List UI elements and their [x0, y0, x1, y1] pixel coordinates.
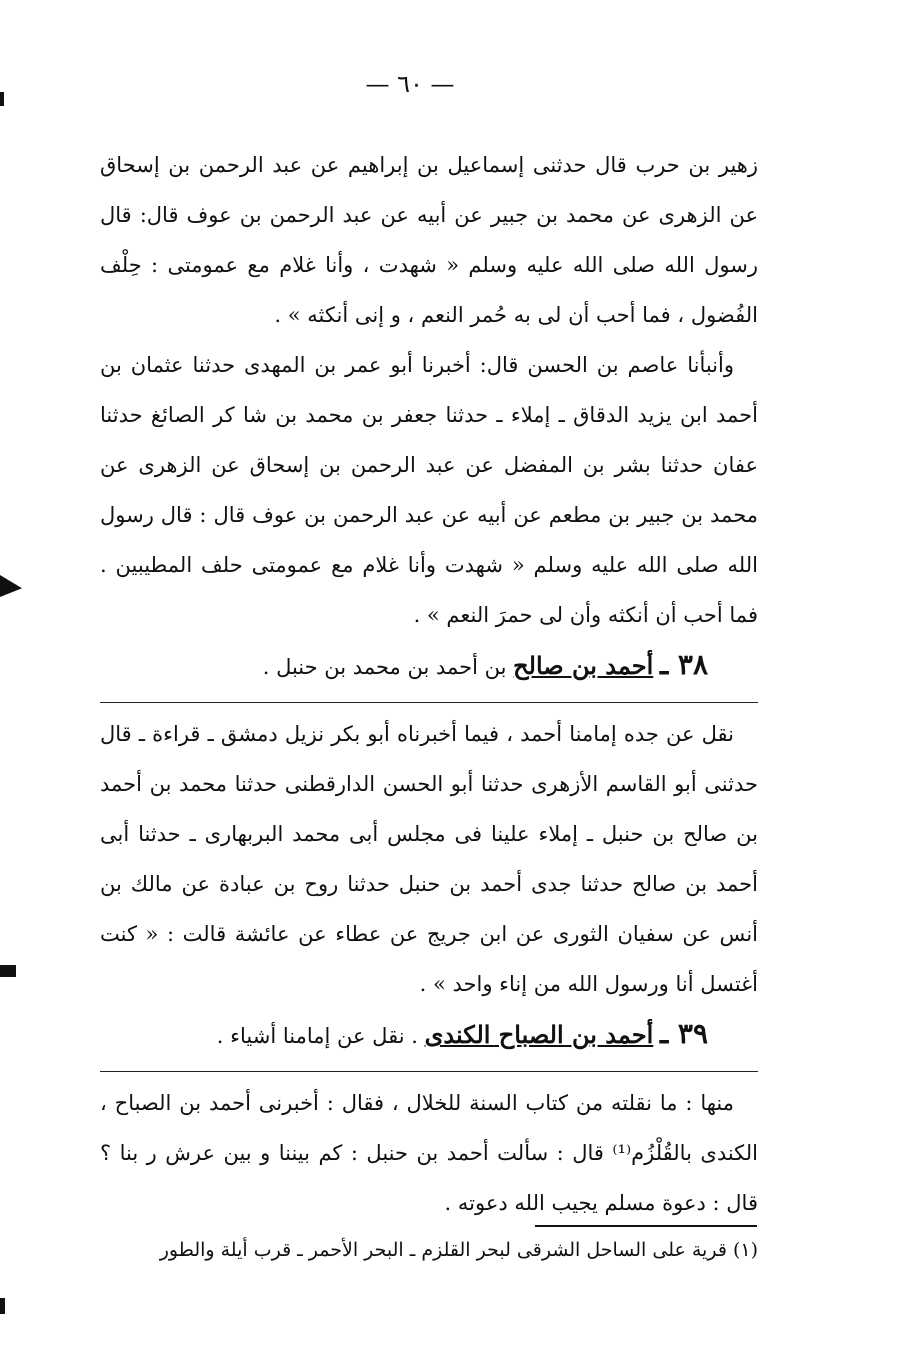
heading-entry-39 — [100, 1009, 758, 1061]
paragraph-entry-39: منها : ما نقلته من كتاب السنة للخلال ، فقال : أخبرنى أحمد بن الصباح ، الكندى بالقُلْزُم⁽¹⁾ قال : سألت أحمد بن حنبل : كم بيننا و بين عرش ر بنا ؟ قال : دعوة مسلم يجيب الله دعوته . — [100, 1091, 759, 1215]
entry-note: . نقل عن إمامنا أشياء . — [216, 1024, 418, 1048]
entry-name: أحمد بن الصباح الكندى — [424, 1020, 654, 1049]
page-number: — ٦٠ — — [365, 70, 455, 98]
footnote: (١) قرية على الساحل الشرقى لبحر القلزم ـ البحر الأحمر ـ قرب أيلة والطور — [159, 1239, 758, 1261]
scan-edge-mark — [0, 92, 4, 106]
scan-edge-mark — [0, 965, 16, 977]
body-text — [100, 140, 758, 1228]
paragraph-hadith-1: زهير بن حرب قال حدثنى إسماعيل بن إبراهيم عن عبد الرحمن بن إسحاق عن الزهرى عن محمد بن جبير عن أبيه عن عبد الرحمن بن عوف قال: قال رسول الله صلى الله عليه وسلم « شهدت ، وأنا غلام مع عمومتى : حِلْف الفُضول ، فما أحب أن لى به حُمر النعم ، و إنى أنكثه » . — [100, 153, 758, 327]
footnote-divider — [535, 1225, 757, 1227]
section-divider — [100, 1071, 758, 1072]
entry-lineage: بن أحمد بن محمد بن حنبل . — [262, 655, 507, 679]
entry-number: ٣٩ ـ — [659, 1017, 708, 1050]
entry-name: أحمد بن صالح — [513, 651, 654, 680]
scan-edge-mark — [0, 1298, 5, 1314]
entry-number: ٣٨ ـ — [659, 648, 708, 681]
paragraph-hadith-2: وأنبأنا عاصم بن الحسن قال: أخبرنا أبو عمر بن المهدى حدثنا عثمان بن أحمد ابن يزيد الدقاق ـ إملاء ـ حدثنا جعفر بن محمد بن شا كر الصائغ حدثنا عفان حدثنا بشر بن المفضل عن عبد الرحمن بن إسحاق عن الزهرى عن محمد بن جبير بن مطعم عن أبيه عن عبد الرحمن بن عوف قال : قال رسول الله صلى الله عليه وسلم « شهدت وأنا غلام مع عمومتى حلف المطيبين . فما أحب أن أنكثه وأن لى حمرَ النعم » . — [100, 353, 758, 627]
scan-edge-mark — [0, 575, 22, 597]
paragraph-entry-38: نقل عن جده إمامنا أحمد ، فيما أخبرناه أبو بكر نزيل دمشق ـ قراءة ـ قال حدثنى أبو القاسم الأزهرى حدثنا أبو الحسن الدارقطنى حدثنا محمد بن أحمد بن صالح بن حنبل ـ إملاء علينا فى مجلس أبى محمد البربهارى ـ حدثنا أبى أحمد بن صالح حدثنا جدى أحمد بن حنبل حدثنا روح بن عبادة عن مالك بن أنس عن سفيان الثورى عن ابن جريج عن عطاء عن عائشة قالت : « كنت أغتسل أنا ورسول الله من إناء واحد » . — [100, 722, 758, 996]
section-divider — [100, 702, 758, 703]
heading-entry-38 — [100, 640, 758, 692]
